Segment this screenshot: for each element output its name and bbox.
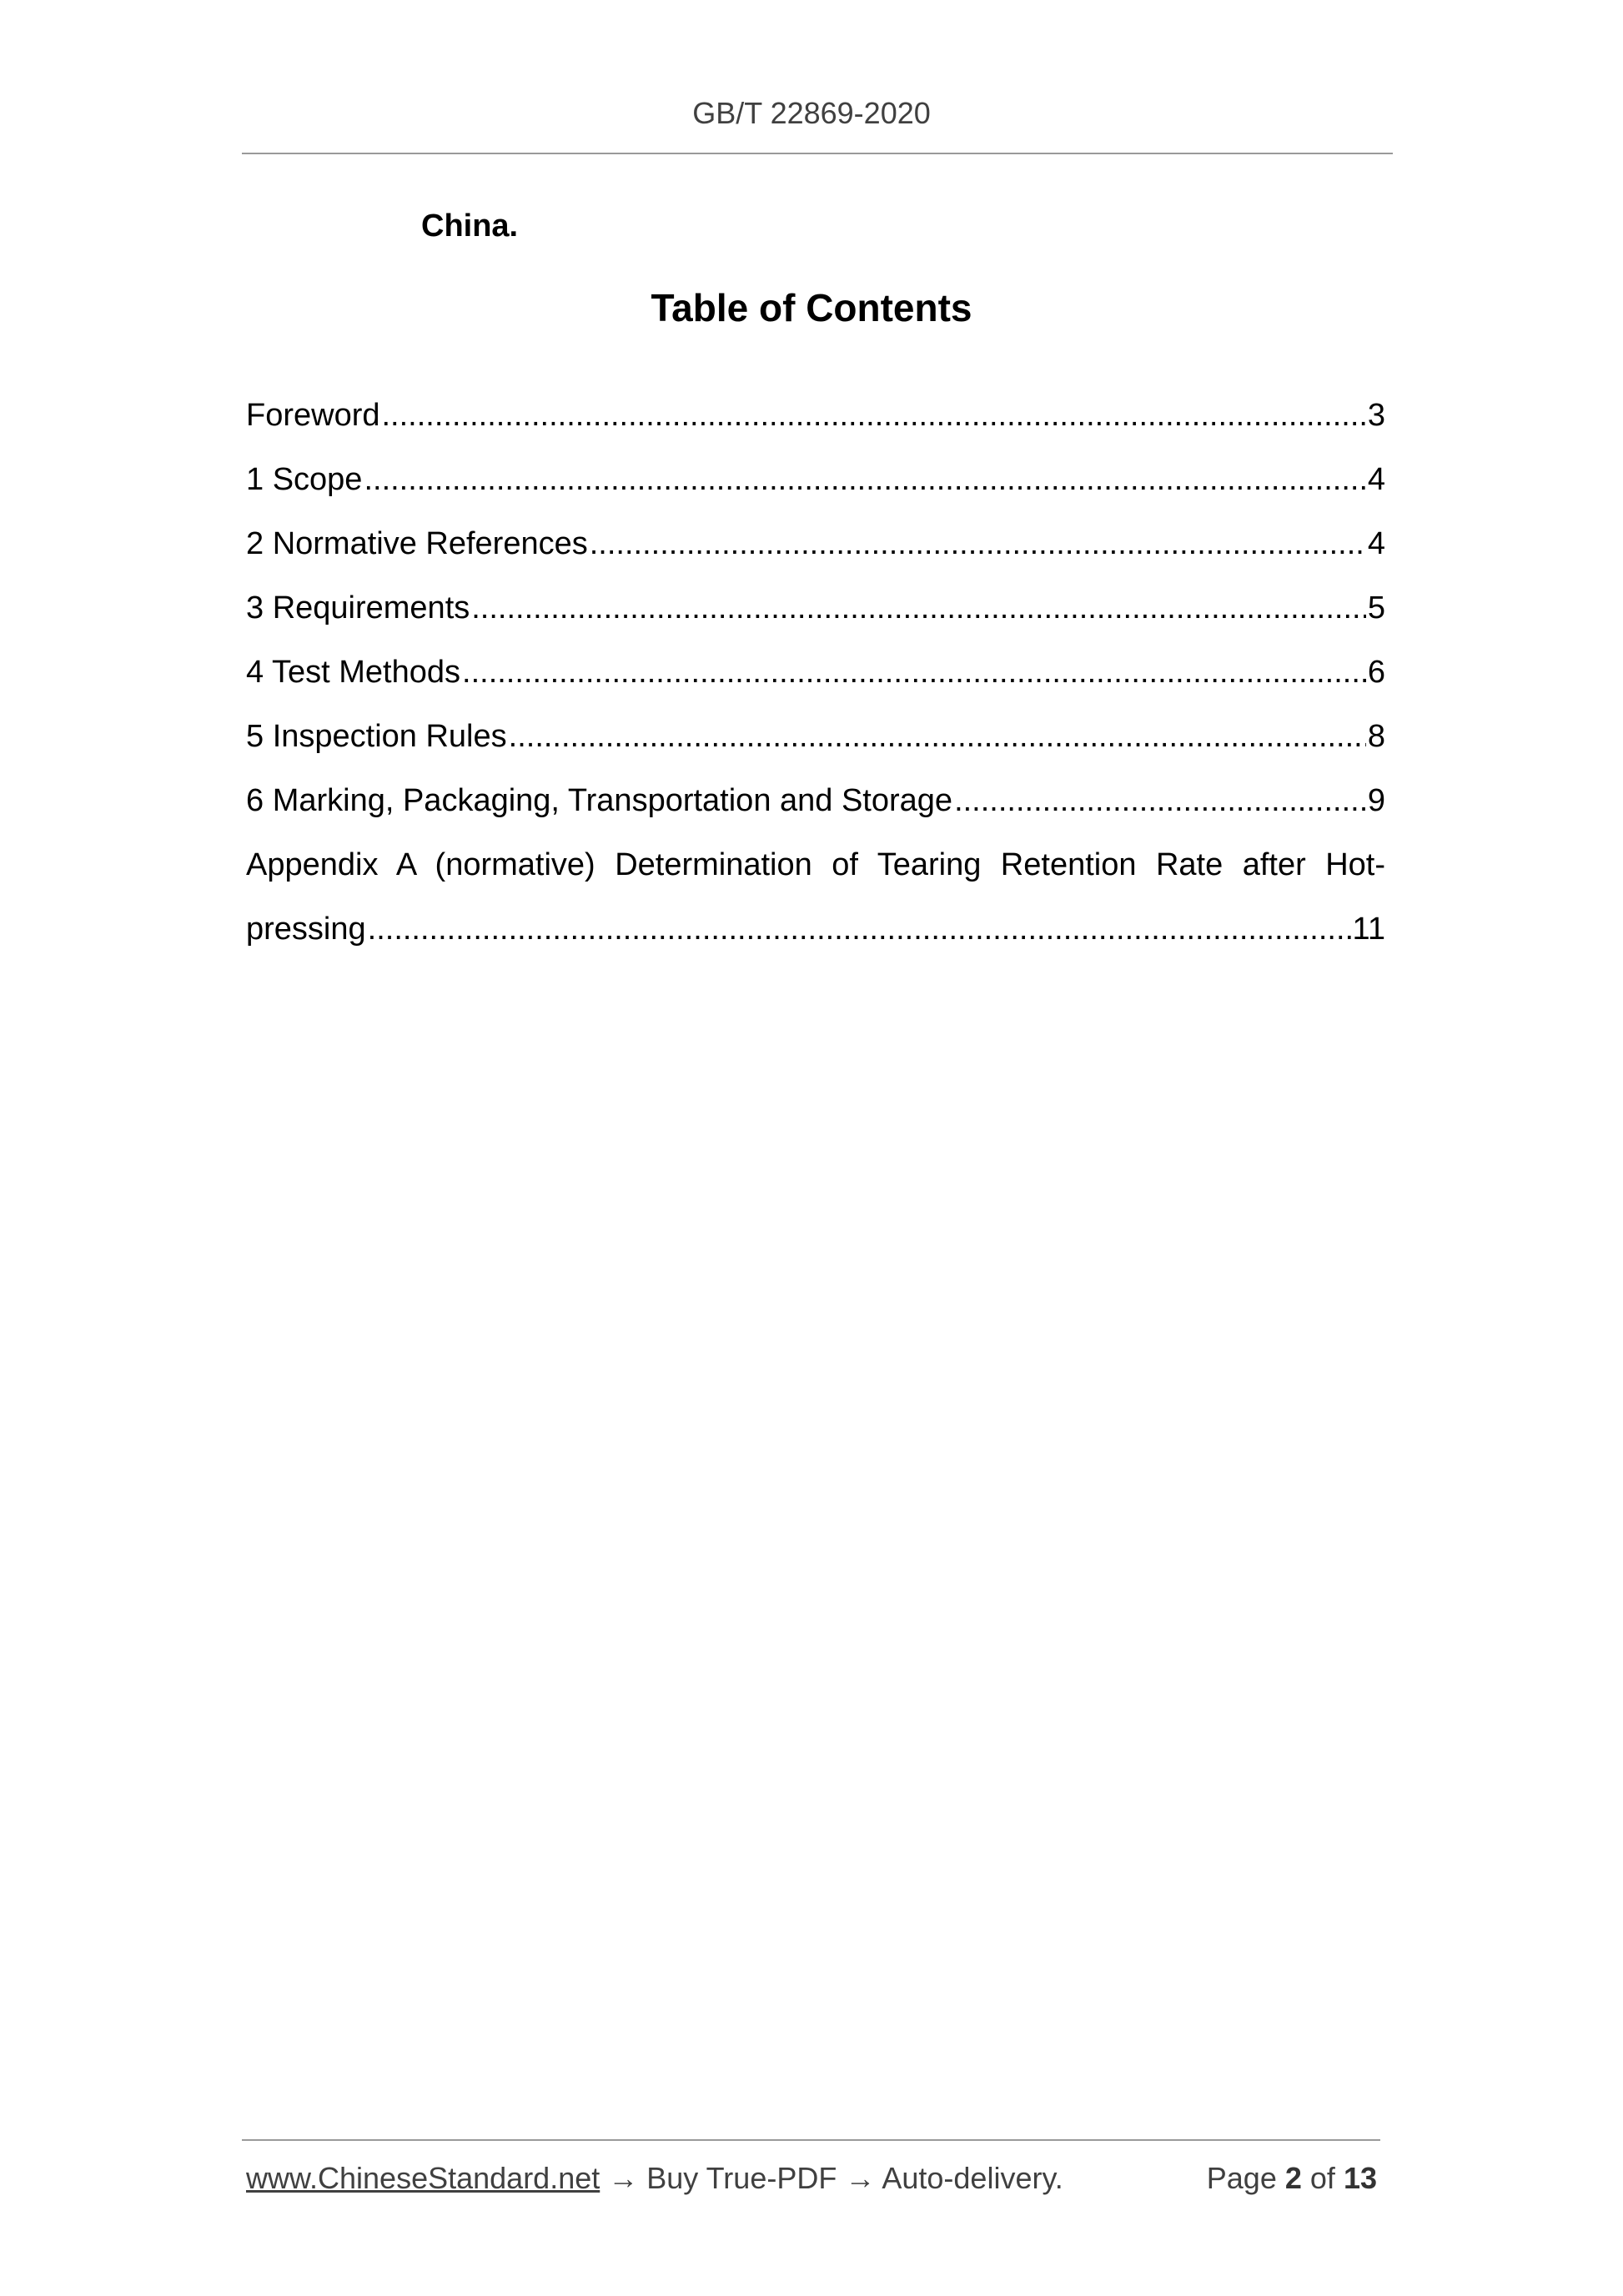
toc-entry-requirements[interactable]	[246, 585, 1385, 649]
toc-dot-leader	[462, 649, 1366, 696]
arrow-right-icon: →	[600, 2161, 647, 2195]
toc-entry-marking-packaging[interactable]	[246, 777, 1385, 842]
toc-entry-test-methods[interactable]	[246, 649, 1385, 713]
toc-entry-page: 9	[1367, 783, 1385, 818]
continued-text: China.	[421, 208, 519, 244]
toc-dot-leader	[368, 906, 1351, 952]
toc-title: Table of Contents	[651, 286, 972, 329]
toc-dot-leader	[954, 777, 1366, 824]
page-label: Page	[1206, 2161, 1277, 2195]
toc-entry-foreword[interactable]	[246, 392, 1385, 456]
toc-entry-appendix-a[interactable]	[246, 842, 1385, 970]
toc-entry-scope[interactable]	[246, 456, 1385, 520]
buy-text: Buy True-PDF	[646, 2161, 837, 2195]
toc-entry-label: 5 Inspection Rules	[246, 719, 507, 754]
arrow-right-icon: →	[837, 2161, 882, 2195]
toc-entry-page: 11	[1352, 912, 1385, 947]
website-link[interactable]: www.ChineseStandard.net	[246, 2161, 600, 2195]
page-indicator	[1207, 2158, 1377, 2198]
toc-entry-normative-references[interactable]	[246, 520, 1385, 585]
toc-entry-label: 3 Requirements	[246, 590, 470, 625]
toc-entry-label: Foreword	[246, 398, 380, 433]
table-of-contents	[246, 392, 1385, 970]
document-code-header: GB/T 22869-2020	[692, 96, 931, 130]
toc-entry-page: 3	[1367, 398, 1385, 433]
current-page-number: 2	[1284, 2161, 1302, 2195]
toc-dot-leader	[509, 713, 1366, 760]
toc-entry-label: 4 Test Methods	[246, 655, 461, 690]
toc-dot-leader	[382, 392, 1366, 439]
header-divider	[242, 153, 1393, 154]
footer-divider	[242, 2139, 1380, 2141]
toc-entry-label: 6 Marking, Packaging, Transportation and Storage	[246, 783, 953, 818]
toc-entry-label-line1: Appendix A (normative) Determination of Tearing Retention Rate after Hot-	[246, 847, 1385, 882]
toc-entry-page: 4	[1367, 526, 1385, 561]
delivery-text: Auto-delivery.	[882, 2161, 1063, 2195]
total-pages-number: 13	[1343, 2161, 1377, 2195]
toc-dot-leader	[471, 585, 1366, 631]
page-of-label: of	[1309, 2161, 1335, 2195]
toc-entry-label-line2: pressing	[246, 912, 366, 947]
toc-entry-page: 8	[1367, 719, 1385, 754]
toc-entry-page: 6	[1367, 655, 1385, 690]
toc-entry-inspection-rules[interactable]	[246, 713, 1385, 777]
toc-entry-page: 5	[1367, 590, 1385, 625]
toc-dot-leader	[590, 520, 1366, 567]
toc-entry-label: 2 Normative References	[246, 526, 588, 561]
toc-entry-label-line2-row	[246, 906, 1385, 970]
toc-entry-page: 4	[1367, 462, 1385, 497]
toc-dot-leader	[364, 456, 1365, 503]
footer-promo	[246, 2158, 1063, 2198]
toc-entry-label: 1 Scope	[246, 462, 363, 497]
